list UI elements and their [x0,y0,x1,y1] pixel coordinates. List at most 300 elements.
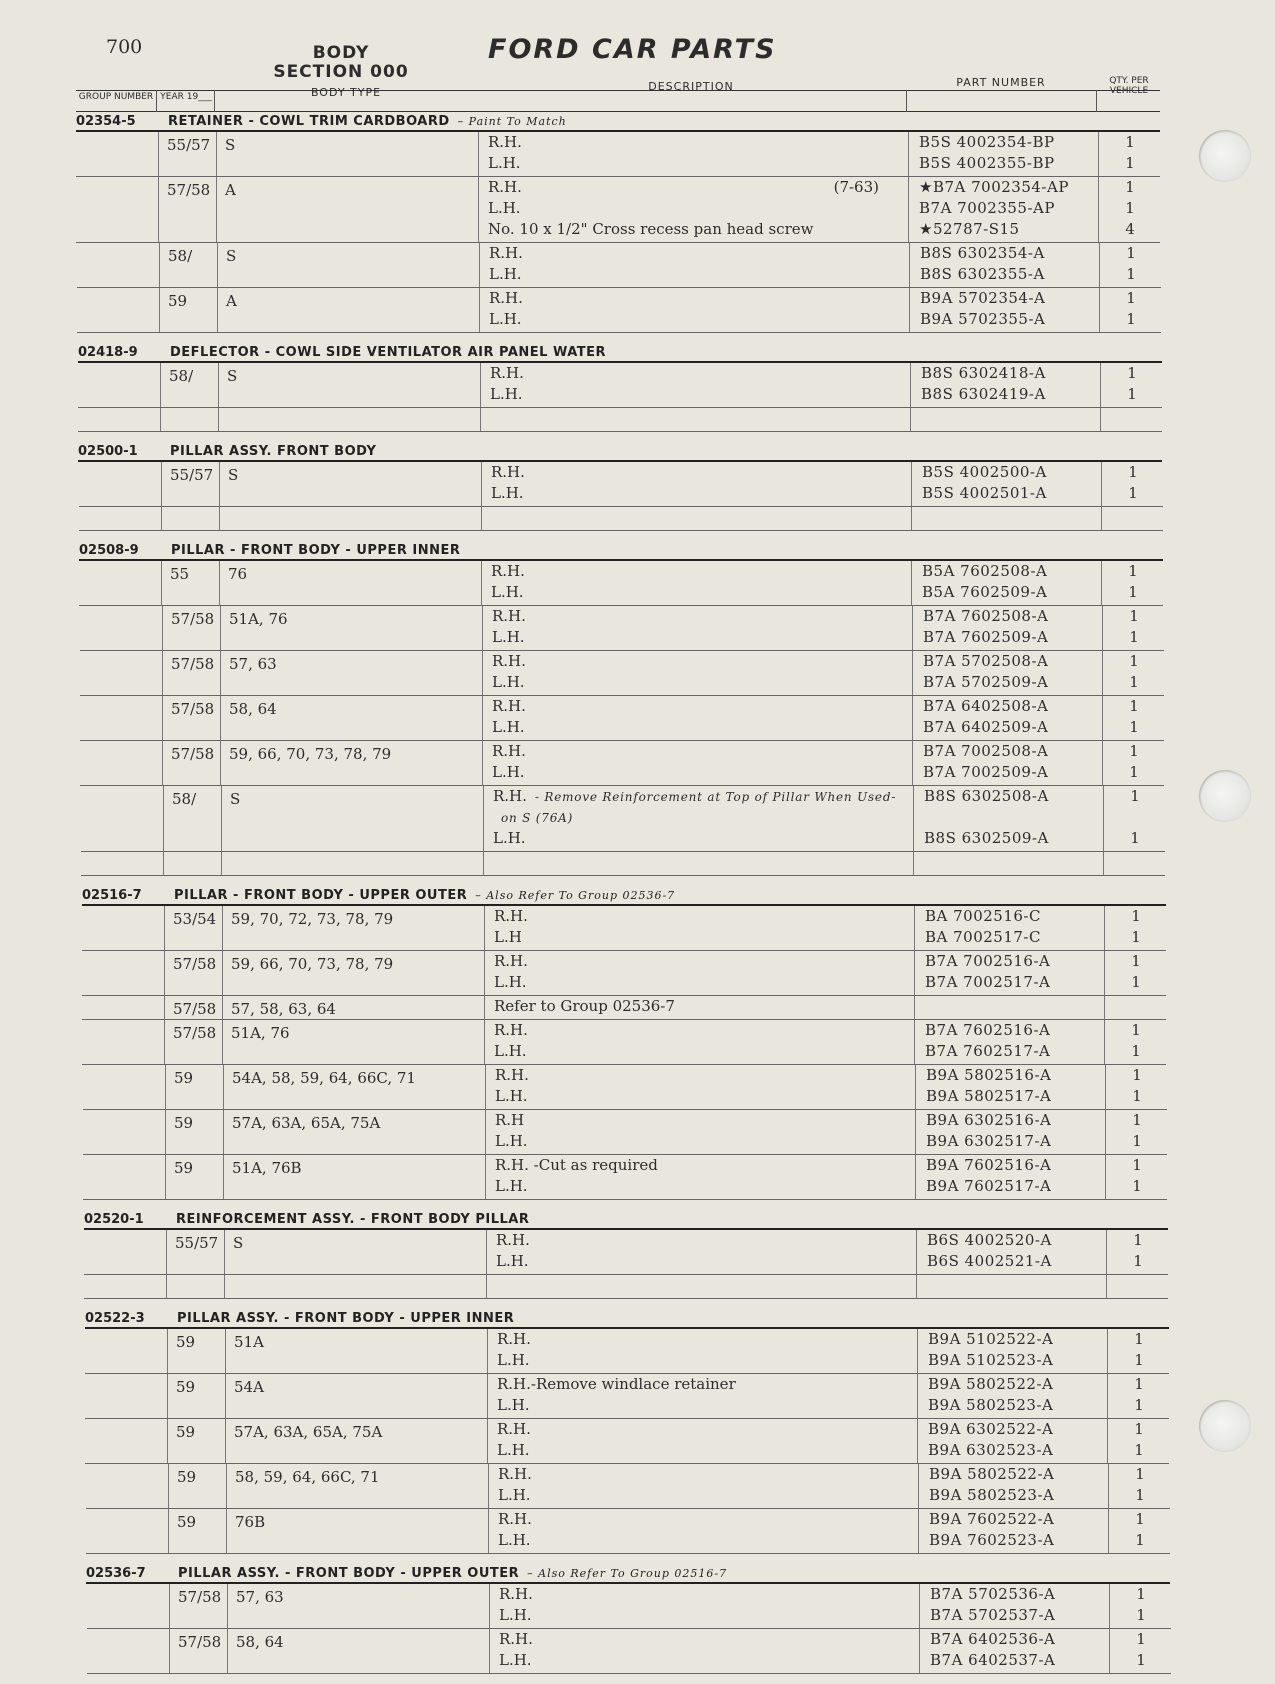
description-text: L.H. [499,1606,532,1624]
description-line [486,1110,916,1131]
group-spacer [0,1674,1275,1684]
qty-value: 4 [1125,220,1135,238]
description-text: R.H. [488,178,522,196]
col-description: DESCRIPTION [648,80,734,93]
year-cell [160,363,219,407]
year-value: 57/58 [171,610,215,628]
description-cell [488,1509,919,1553]
body-type-cell [224,1230,487,1274]
description-line [482,462,912,483]
body-type-value: 54A [234,1378,264,1396]
body-type-cell [216,132,479,176]
year-value: 57/58 [178,1633,222,1651]
description-reference: (7-63) [833,178,879,196]
qty-value: 1 [1131,973,1141,991]
part-number-cell [916,1275,1107,1298]
qty-value: 1 [1132,1156,1142,1174]
description-line [487,1275,917,1296]
description-line [488,1374,918,1395]
body-type-value: 59, 66, 70, 73, 78, 79 [231,955,394,973]
description-cell [480,363,911,407]
qty-value: 1 [1131,952,1141,970]
group-number: 02520-1 [84,1212,144,1227]
body-type-value: 57, 58, 63, 64 [231,1000,336,1018]
description-text: R.H [495,1111,525,1129]
group-number: 02522-3 [85,1311,145,1326]
description-text: L.H. [489,265,522,283]
qty-value: 1 [1134,1441,1144,1459]
qty-value [1107,1275,1169,1296]
body-type-cell [219,507,482,530]
description-line [479,219,909,240]
body-type-cell [221,852,484,875]
description-line [489,1530,919,1551]
year-cell [162,741,221,785]
group-name-text: PILLAR - FRONT BODY - UPPER OUTER [174,888,468,903]
body-type-cell [223,1110,486,1154]
part-number-cell [911,507,1102,530]
qty-value: 1 [1126,310,1136,328]
col-divider [906,90,907,112]
description-note: on S (76A) [501,811,574,825]
description-line [486,1176,916,1197]
description-line [480,309,910,330]
parts-entry [86,1464,1170,1509]
description-line [479,198,909,219]
part-number [914,852,1104,873]
part-number-cell [917,1419,1108,1463]
body-type-cell [224,1275,487,1298]
part-number: B7A 7002509-A [923,763,1049,781]
description-text: R.H. [490,364,524,382]
parts-entry [82,1020,1166,1065]
year-cell [164,951,223,995]
description-text: L.H. [497,1441,530,1459]
description-text: L.H. [495,1087,528,1105]
description-line [487,1230,917,1251]
description-line [490,1584,920,1605]
qty-value: 1 [1136,1651,1146,1669]
qty-value: 1 [1136,1606,1146,1624]
group-name-text: PILLAR ASSY. FRONT BODY [170,444,377,459]
body-type-value: 57, 63 [236,1588,284,1606]
body-type-cell [222,996,485,1019]
description-cell [480,408,911,431]
blank-entry [79,507,1163,531]
qty-value: 1 [1128,484,1138,502]
description-text: L.H. [492,628,525,646]
description-cell [488,1464,919,1508]
part-number-cell [919,1584,1110,1628]
qty-value: 1 [1135,1510,1145,1528]
year-value: 55/57 [167,136,211,154]
group-title-row [78,343,1162,363]
year-value: 53/54 [173,910,217,928]
part-number: B7A 5702508-A [923,652,1049,670]
description-text: L.H. [488,154,521,172]
body-type-value: S [228,466,239,484]
group-note: – Also Refer To Group 02536-7 [475,889,676,902]
group-number: 02508-9 [79,543,139,558]
parts-entry [83,1065,1167,1110]
description-text: L.H. [491,484,524,502]
year-value: 57/58 [171,745,215,763]
description-line [490,1650,920,1671]
part-group [0,1210,1275,1309]
part-number: B8S 6302355-A [920,265,1045,283]
part-number: B5S 4002500-A [922,463,1047,481]
description-text: L.H. [491,583,524,601]
year-value: 57/58 [167,181,211,199]
body-type-cell [217,288,480,332]
group-spacer [0,876,1275,886]
part-number: B7A 7002508-A [923,742,1049,760]
part-number [917,1275,1107,1296]
qty-cell [1101,561,1164,605]
qty-value: 1 [1132,1111,1142,1129]
description-text: R.H. [488,133,522,151]
body-type-value: S [227,367,238,385]
body-type-value: 57, 63 [229,655,277,673]
qty-cell [1104,996,1167,1019]
group-note: – Also Refer To Group 02516-7 [527,1567,728,1580]
qty-cell [1106,1230,1169,1274]
description-cell [487,1419,918,1463]
qty-value: 1 [1129,673,1139,691]
part-group [0,541,1275,886]
part-number-cell [915,1155,1106,1199]
body-type-cell [226,1509,489,1553]
body-type-cell [221,786,484,851]
qty-cell [1109,1629,1172,1673]
parts-entry [86,1509,1170,1554]
qty-value: 1 [1128,562,1138,580]
qty-value: 1 [1132,1087,1142,1105]
body-type-cell [218,363,481,407]
year-cell [165,1065,224,1109]
part-number: B6S 4002520-A [927,1231,1052,1249]
part-number: B9A 5102523-A [928,1351,1054,1369]
col-divider [1096,90,1097,112]
year-value: 57/58 [173,1024,217,1042]
blank-entry [81,852,1165,876]
part-number-cell [918,1509,1109,1553]
description-line [479,132,909,153]
group-title-row [78,442,1162,462]
description-line [479,153,909,174]
body-type-cell [219,561,482,605]
year-cell [158,132,217,176]
qty-value: 1 [1128,463,1138,481]
col-qty: QTY. PER VEHICLE [1109,76,1149,96]
qty-cell [1100,363,1163,407]
description-line [485,906,915,927]
description-text: L.H. [495,1132,528,1150]
qty-value: 1 [1136,1585,1146,1603]
year-cell [161,561,220,605]
year-value: 58/ [172,790,197,808]
description-text: L.H. [489,310,522,328]
qty-value: 1 [1131,928,1141,946]
section-line-2: SECTION 000 [273,62,409,82]
year-cell [166,1275,225,1298]
description-cell [478,132,909,176]
description-line [488,1329,918,1350]
part-number-cell [913,786,1104,851]
part-number: B7A 5702537-A [930,1606,1056,1624]
parts-entry [82,951,1166,996]
description-line [480,288,910,309]
qty-cell [1103,786,1166,851]
year-cell [165,1155,224,1199]
description-text: R.H. -Cut as required [495,1156,658,1174]
description-text: R.H.-Remove windlace retainer [497,1375,736,1393]
description-text: R.H. [499,1630,533,1648]
body-type-cell [227,1584,490,1628]
qty-cell [1100,408,1163,431]
part-number-cell [913,852,1104,875]
body-type-cell [223,1065,486,1109]
description-text: Refer to Group 02536-7 [494,997,675,1015]
qty-value: 1 [1126,265,1136,283]
description-cell [484,1020,915,1064]
body-type-value: 51A [234,1333,264,1351]
body-type-value: 58, 64 [236,1633,284,1651]
part-number: B7A 6402537-A [930,1651,1056,1669]
page-number: 700 [106,36,143,58]
body-type-cell [219,462,482,506]
year-value: 57/58 [173,1000,217,1018]
description-line [481,363,911,384]
description-text: L.H. [497,1396,530,1414]
year-value: 57/58 [173,955,217,973]
part-group [0,1309,1275,1564]
description-line [483,606,913,627]
part-number: B9A 5802522-A [929,1465,1055,1483]
part-number: B9A 7602516-A [926,1156,1052,1174]
part-number: B9A 5802516-A [926,1066,1052,1084]
description-text: R.H. [499,1585,533,1603]
description-line [485,927,915,948]
description-text: L.H. [494,1042,527,1060]
description-text: R.H. [492,652,526,670]
description-cell [483,786,914,851]
description-text: R.H. [492,697,526,715]
body-type-cell [216,177,479,242]
year-cell [160,408,219,431]
group-number: 02516-7 [82,888,142,903]
part-number: B9A 5702354-A [920,289,1046,307]
part-number: B7A 7002355-AP [919,199,1055,217]
body-type-cell [220,741,483,785]
description-line [490,1605,920,1626]
part-number: B9A 5802517-A [926,1087,1052,1105]
part-number-cell [911,561,1102,605]
qty-cell [1107,1374,1170,1418]
description-line [489,1464,919,1485]
qty-value: 1 [1134,1396,1144,1414]
description-cell [482,606,913,650]
qty-cell [1107,1329,1170,1373]
description-line [483,717,913,738]
qty-value: 1 [1135,1465,1145,1483]
part-number-cell [917,1329,1108,1373]
description-cell [487,1374,918,1418]
description-cell [482,741,913,785]
year-cell [164,996,223,1019]
description-line [484,807,914,828]
description-text: R.H. [489,289,523,307]
page-title: FORD CAR PARTS [488,34,777,65]
description-cell [485,1110,916,1154]
year-cell [162,606,221,650]
group-title-row [86,1564,1170,1584]
part-number-cell [911,462,1102,506]
part-number [915,996,1105,1017]
group-number: 02500-1 [78,444,138,459]
part-number: B7A 7002517-A [925,973,1051,991]
description-cell [489,1629,920,1673]
part-number-cell [917,1374,1108,1418]
group-name-text: PILLAR ASSY. - FRONT BODY - UPPER OUTER [178,1566,520,1581]
part-number-cell [909,288,1100,332]
qty-value: 1 [1126,289,1136,307]
parts-entry [84,1230,1168,1275]
group-spacer [0,333,1275,343]
description-line [482,483,912,504]
description-text: L.H. [492,763,525,781]
group-spacer [0,531,1275,541]
qty-cell [1098,177,1161,242]
part-number: B7A 5702536-A [930,1585,1056,1603]
year-cell [167,1329,226,1373]
parts-entry [80,741,1164,786]
year-cell [161,462,220,506]
qty-value: 1 [1134,1375,1144,1393]
description-line [489,1485,919,1506]
part-number: B9A 5102522-A [928,1330,1054,1348]
description-cell [479,243,910,287]
body-type-cell [226,1464,489,1508]
part-number: B6S 4002521-A [927,1252,1052,1270]
blank-entry [78,408,1162,432]
year-cell [163,786,222,851]
part-number-cell [914,996,1105,1019]
column-header [76,76,1160,112]
part-number-cell [915,1065,1106,1109]
part-number: B9A 5802523-A [929,1486,1055,1504]
parts-entry [76,177,1160,243]
qty-cell [1104,906,1167,950]
year-value: 55/57 [175,1234,219,1252]
part-number: B8S 6302508-A [924,787,1049,805]
description-line [484,828,914,849]
description-text: L.H. [492,673,525,691]
group-number: 02418-9 [78,345,138,360]
part-number-cell [912,741,1103,785]
qty-value: 1 [1129,652,1139,670]
description-note: - Remove Reinforcement at Top of Pillar When Used- [534,790,897,804]
part-number: B7A 6402508-A [923,697,1049,715]
description-line [486,1065,916,1086]
description-line [483,741,913,762]
year-cell [167,1419,226,1463]
description-cell [486,1275,917,1298]
description-line [485,1041,915,1062]
part-number: B9A 6302523-A [928,1441,1054,1459]
part-number: B9A 6302517-A [926,1132,1052,1150]
qty-value: 1 [1129,718,1139,736]
year-value: 59 [168,292,188,310]
qty-cell [1104,1020,1167,1064]
parts-entry [83,1110,1167,1155]
description-cell [481,507,912,530]
year-value: 59 [177,1513,197,1531]
parts-entry [78,363,1162,408]
qty-cell [1101,462,1164,506]
part-number: B5A 7602508-A [922,562,1048,580]
description-text: R.H. [498,1510,532,1528]
description-cell [484,951,915,995]
year-cell [161,507,220,530]
qty-value: 1 [1135,1531,1145,1549]
qty-value: 1 [1133,1252,1143,1270]
qty-value: 1 [1127,385,1137,403]
group-title-row [79,541,1163,561]
qty-value [1104,852,1166,873]
description-line [483,651,913,672]
qty-cell [1102,651,1165,695]
qty-value: 1 [1133,1231,1143,1249]
part-number-cell [908,132,1099,176]
description-line [483,696,913,717]
year-cell [159,288,218,332]
year-value: 57/58 [171,700,215,718]
part-number: B5S 4002354-BP [919,133,1055,151]
qty-value: 1 [1125,133,1135,151]
part-number-cell [910,408,1101,431]
description-text: R.H. [492,742,526,760]
part-number: B9A 7602517-A [926,1177,1052,1195]
qty-cell [1105,1065,1168,1109]
qty-value: 1 [1129,607,1139,625]
part-number: B5S 4002355-BP [919,154,1055,172]
part-number: B8S 6302354-A [920,244,1045,262]
part-group [0,343,1275,442]
description-cell [481,462,912,506]
body-type-value: 57A, 63A, 65A, 75A [232,1114,381,1132]
part-number: ★B7A 7002354-AP [919,178,1069,196]
body-type-value: A [226,292,237,310]
col-year: YEAR 19___ [160,92,212,102]
qty-cell [1107,1419,1170,1463]
description-line [488,1419,918,1440]
description-line [486,1131,916,1152]
body-type-value: 51A, 76 [229,610,288,628]
body-type-value: S [230,790,241,808]
group-title-row [76,112,1160,132]
description-text: L.H. [488,199,521,217]
group-name [178,1566,727,1581]
body-type-value: 57A, 63A, 65A, 75A [234,1423,383,1441]
description-cell [482,696,913,740]
year-cell [169,1629,228,1673]
description-text: R.H. [489,244,523,262]
group-title-row [84,1210,1168,1230]
part-number-cell [918,1464,1109,1508]
body-type-cell [222,906,485,950]
part-number: B7A 5702509-A [923,673,1049,691]
